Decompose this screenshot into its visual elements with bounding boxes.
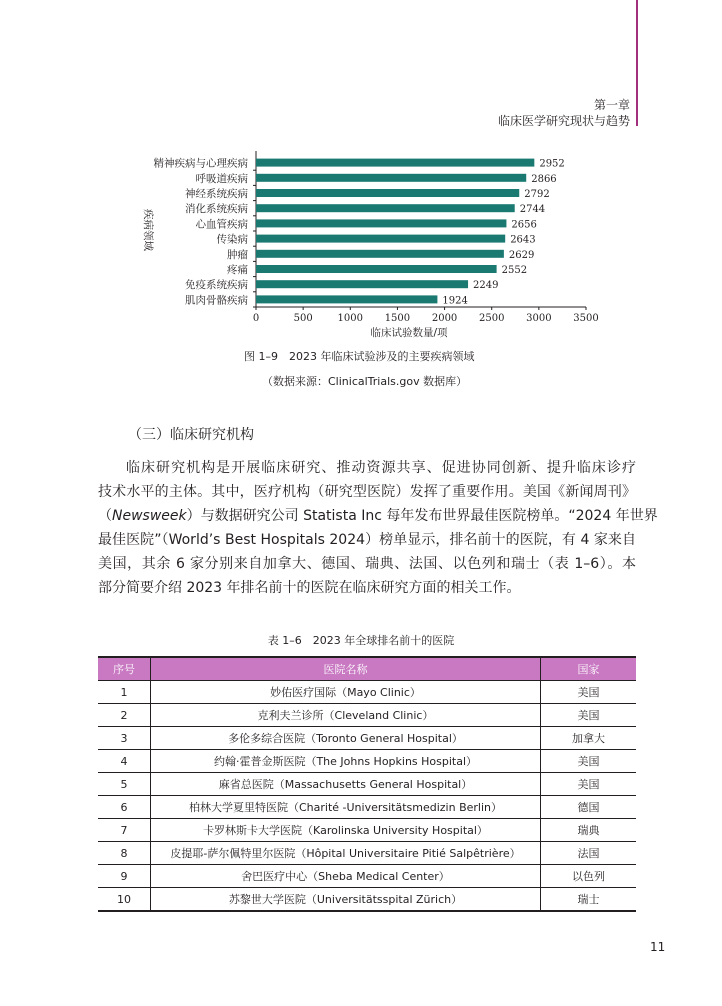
cell-index: 1: [98, 681, 151, 704]
cell-country: 以色列: [541, 865, 637, 888]
body-paragraph: [98, 456, 658, 600]
cell-hospital: 克利夫兰诊所（Cleveland Clinic）: [151, 704, 541, 727]
bar: [256, 295, 437, 303]
cell-hospital: 妙佑医疗国际（Mayo Clinic）: [151, 681, 541, 704]
bar: [256, 174, 526, 182]
cell-index: 10: [98, 888, 151, 912]
cell-hospital: 皮提耶-萨尔佩特里尔医院（Hôpital Universitaire Pitié Salpêtrière）: [151, 842, 541, 865]
para-line-3: [98, 508, 658, 524]
y-axis-label: 疾病领域: [142, 209, 154, 251]
bar: [256, 189, 519, 197]
cell-country: 美国: [541, 773, 637, 796]
figure-source: （数据来源：ClinicalTrials.gov 数据库）: [262, 375, 468, 388]
bar: [256, 204, 515, 212]
bar: [256, 159, 534, 167]
hospital-table: [98, 656, 636, 912]
x-axis-label: 临床试验数量/项: [370, 327, 448, 339]
cell-country: 美国: [541, 681, 637, 704]
data-label: 2656: [511, 219, 537, 231]
para-line-3c: ）与数据研究公司 Statista Inc 每年发布世界最佳医院榜单。“2024 年世界: [186, 508, 658, 524]
chapter-label: 第一章: [593, 98, 630, 112]
category-label: 疼痛: [227, 264, 248, 276]
cell-index: 8: [98, 842, 151, 865]
table-row: [98, 750, 636, 773]
cell-country: 瑞典: [541, 819, 637, 842]
cell-index: 5: [98, 773, 151, 796]
category-label: 肌肉骨骼疾病: [185, 294, 248, 307]
cell-index: 6: [98, 796, 151, 819]
x-tick-label: 1500: [384, 313, 411, 324]
data-label: 2249: [473, 280, 499, 292]
category-label: 心血管疾病: [195, 218, 248, 231]
cell-index: 7: [98, 819, 151, 842]
cell-index: 3: [98, 727, 151, 750]
cell-hospital: 多伦多综合医院（Toronto General Hospital）: [151, 727, 541, 750]
cell-hospital: 麻省总医院（Massachusetts General Hospital）: [151, 773, 541, 796]
para-line-1: 临床研究机构是开展临床研究、推动资源共享、促进协同创新、提升临床诊疗: [126, 460, 636, 476]
figure-caption: 图 1–9 2023 年临床试验涉及的主要疾病领域: [244, 350, 475, 363]
para-line-5: 美国，其余 6 家分别来自加拿大、德国、瑞典、法国、以色列和瑞士（表 1–6）。本: [98, 556, 636, 572]
bar-chart: [0, 140, 722, 340]
para-line-2: 技术水平的主体。其中，医疗机构（研究型医院）发挥了重要作用。美国《新闻周刊》: [98, 484, 636, 500]
para-line-3a: （: [98, 508, 112, 524]
para-line-4: 最佳医院”（World’s Best Hospitals 2024）榜单显示，排名前十的医院，有 4 家来自: [98, 532, 636, 548]
cell-hospital: 约翰·霍普金斯医院（The Johns Hopkins Hospital）: [151, 750, 541, 773]
category-label: 消化系统疾病: [185, 203, 248, 216]
table-row: [98, 819, 636, 842]
data-label: 2629: [508, 249, 535, 261]
bar: [256, 235, 505, 243]
section-title: （三）临床研究机构: [128, 427, 254, 443]
data-label: 2552: [501, 265, 528, 276]
cell-hospital: 卡罗林斯卡大学医院（Karolinska University Hospital）: [151, 819, 541, 842]
x-tick-label: 1000: [337, 313, 364, 324]
cell-country: 瑞士: [541, 888, 637, 912]
table-header-row: [98, 657, 636, 681]
bar: [256, 250, 504, 258]
header-index: 序号: [98, 657, 151, 681]
data-label: 2744: [519, 204, 546, 216]
table-row: [98, 704, 636, 727]
x-tick-label: 500: [293, 313, 313, 324]
header-rule: [636, 0, 638, 126]
cell-country: 德国: [541, 796, 637, 819]
cell-index: 9: [98, 865, 151, 888]
cell-country: 美国: [541, 704, 637, 727]
bar: [256, 219, 506, 227]
category-label: 精神疾病与心理疾病: [153, 157, 248, 170]
data-label: 1924: [442, 295, 468, 307]
cell-hospital: 舍巴医疗中心（Sheba Medical Center）: [151, 865, 541, 888]
cell-index: 4: [98, 750, 151, 773]
table-caption: 表 1–6 2023 年全球排名前十的医院: [267, 634, 455, 647]
x-tick-label: 2000: [431, 313, 458, 324]
data-label: 2952: [539, 158, 565, 170]
x-tick-label: 3000: [526, 313, 552, 324]
table-row: [98, 888, 636, 912]
x-tick-label: 0: [252, 313, 260, 324]
category-label: 神经系统疾病: [185, 188, 248, 200]
newsweek-title: Newsweek: [112, 508, 187, 524]
para-line-6: 部分简要介绍 2023 年排名前十的医院在临床研究方面的相关工作。: [98, 580, 521, 596]
table-row: [98, 773, 636, 796]
bar: [256, 280, 468, 288]
table-row: [98, 681, 636, 704]
chapter-subtitle: 临床医学研究现状与趋势: [497, 114, 630, 128]
cell-country: 法国: [541, 842, 637, 865]
cell-index: 2: [98, 704, 151, 727]
x-tick-label: 2500: [478, 313, 505, 324]
header-country: 国家: [541, 657, 637, 681]
cell-country: 美国: [541, 750, 637, 773]
category-label: 传染病: [216, 233, 248, 246]
page-number: 11: [650, 940, 666, 954]
table-row: [98, 727, 636, 750]
header-hospital: 医院名称: [151, 657, 541, 681]
data-label: 2792: [524, 189, 550, 200]
cell-hospital: 苏黎世大学医院（Universitätsspital Zürich）: [151, 888, 541, 912]
table-row: [98, 796, 636, 819]
category-label: 呼吸道疾病: [195, 172, 248, 185]
bar: [256, 265, 497, 273]
cell-hospital: 柏林大学夏里特医院（Charité -Universitätsmedizin Berlin）: [151, 796, 541, 819]
data-label: 2866: [531, 173, 557, 185]
x-tick-label: 3500: [573, 313, 599, 324]
table-row: [98, 865, 636, 888]
category-label: 肿瘤: [227, 248, 248, 261]
category-label: 免疫系统疾病: [185, 279, 248, 292]
data-label: 2643: [510, 234, 536, 246]
cell-country: 加拿大: [541, 727, 637, 750]
table-row: [98, 842, 636, 865]
